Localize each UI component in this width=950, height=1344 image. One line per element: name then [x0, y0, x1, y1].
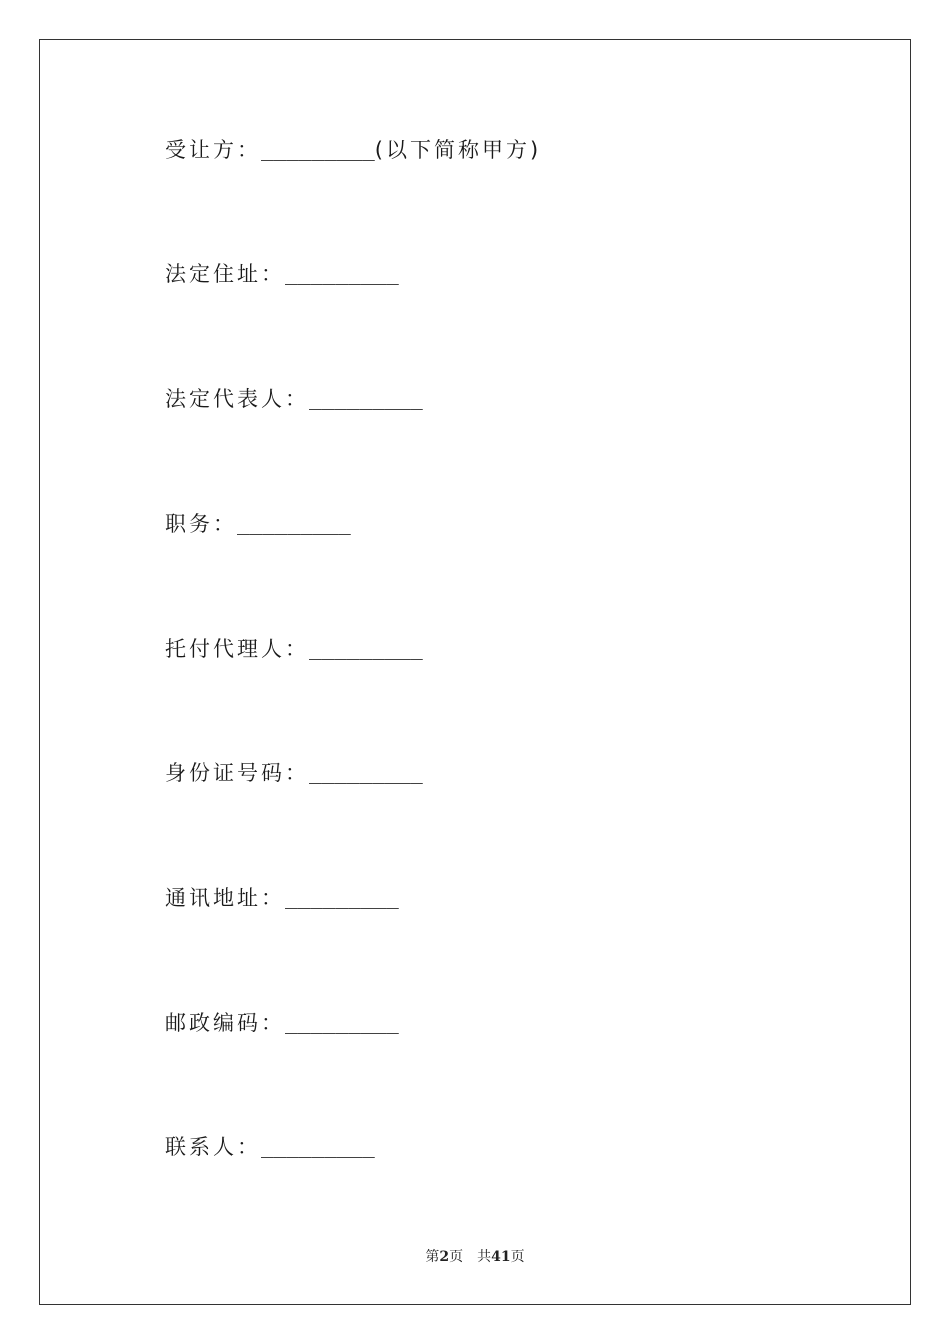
fill-in-blank[interactable]: _________	[309, 760, 423, 784]
fill-in-blank[interactable]: _________	[285, 1010, 399, 1034]
field-transferee	[165, 134, 541, 164]
field-label: 通讯地址：	[165, 886, 285, 910]
page-suffix: 页	[449, 1249, 464, 1265]
field-label: 邮政编码：	[165, 1011, 285, 1035]
page-footer	[0, 1246, 950, 1266]
fill-in-blank[interactable]: _________	[285, 261, 399, 285]
field-suffix: (以下简称甲方)	[374, 138, 542, 162]
field-position	[165, 508, 351, 538]
field-postal-code	[165, 1007, 399, 1037]
field-id-number	[165, 757, 423, 787]
page-number: 2	[439, 1249, 450, 1265]
field-label: 托付代理人：	[165, 637, 309, 661]
field-contact-person	[165, 1131, 375, 1161]
fill-in-blank[interactable]: _________	[309, 386, 423, 410]
fill-in-blank[interactable]: _________	[309, 636, 423, 660]
field-legal-representative	[165, 383, 423, 413]
fill-in-blank[interactable]: _________	[285, 885, 399, 909]
total-pages: 41	[491, 1249, 511, 1265]
field-label: 法定住址：	[165, 262, 285, 286]
total-suffix: 页	[510, 1249, 525, 1265]
fill-in-blank[interactable]: _________	[261, 1134, 375, 1158]
field-authorized-agent	[165, 633, 423, 663]
fill-in-blank[interactable]: _________	[237, 511, 351, 535]
total-prefix: 共	[477, 1249, 492, 1265]
fill-in-blank[interactable]: _________	[261, 137, 375, 161]
page-border	[39, 39, 911, 1305]
field-label: 法定代表人：	[165, 387, 309, 411]
field-label: 职务：	[165, 512, 237, 536]
field-legal-address	[165, 258, 399, 288]
field-label: 受让方：	[165, 138, 261, 162]
field-mailing-address	[165, 882, 399, 912]
field-label: 联系人：	[165, 1135, 261, 1159]
field-label: 身份证号码：	[165, 761, 309, 785]
page-prefix: 第	[425, 1249, 440, 1265]
